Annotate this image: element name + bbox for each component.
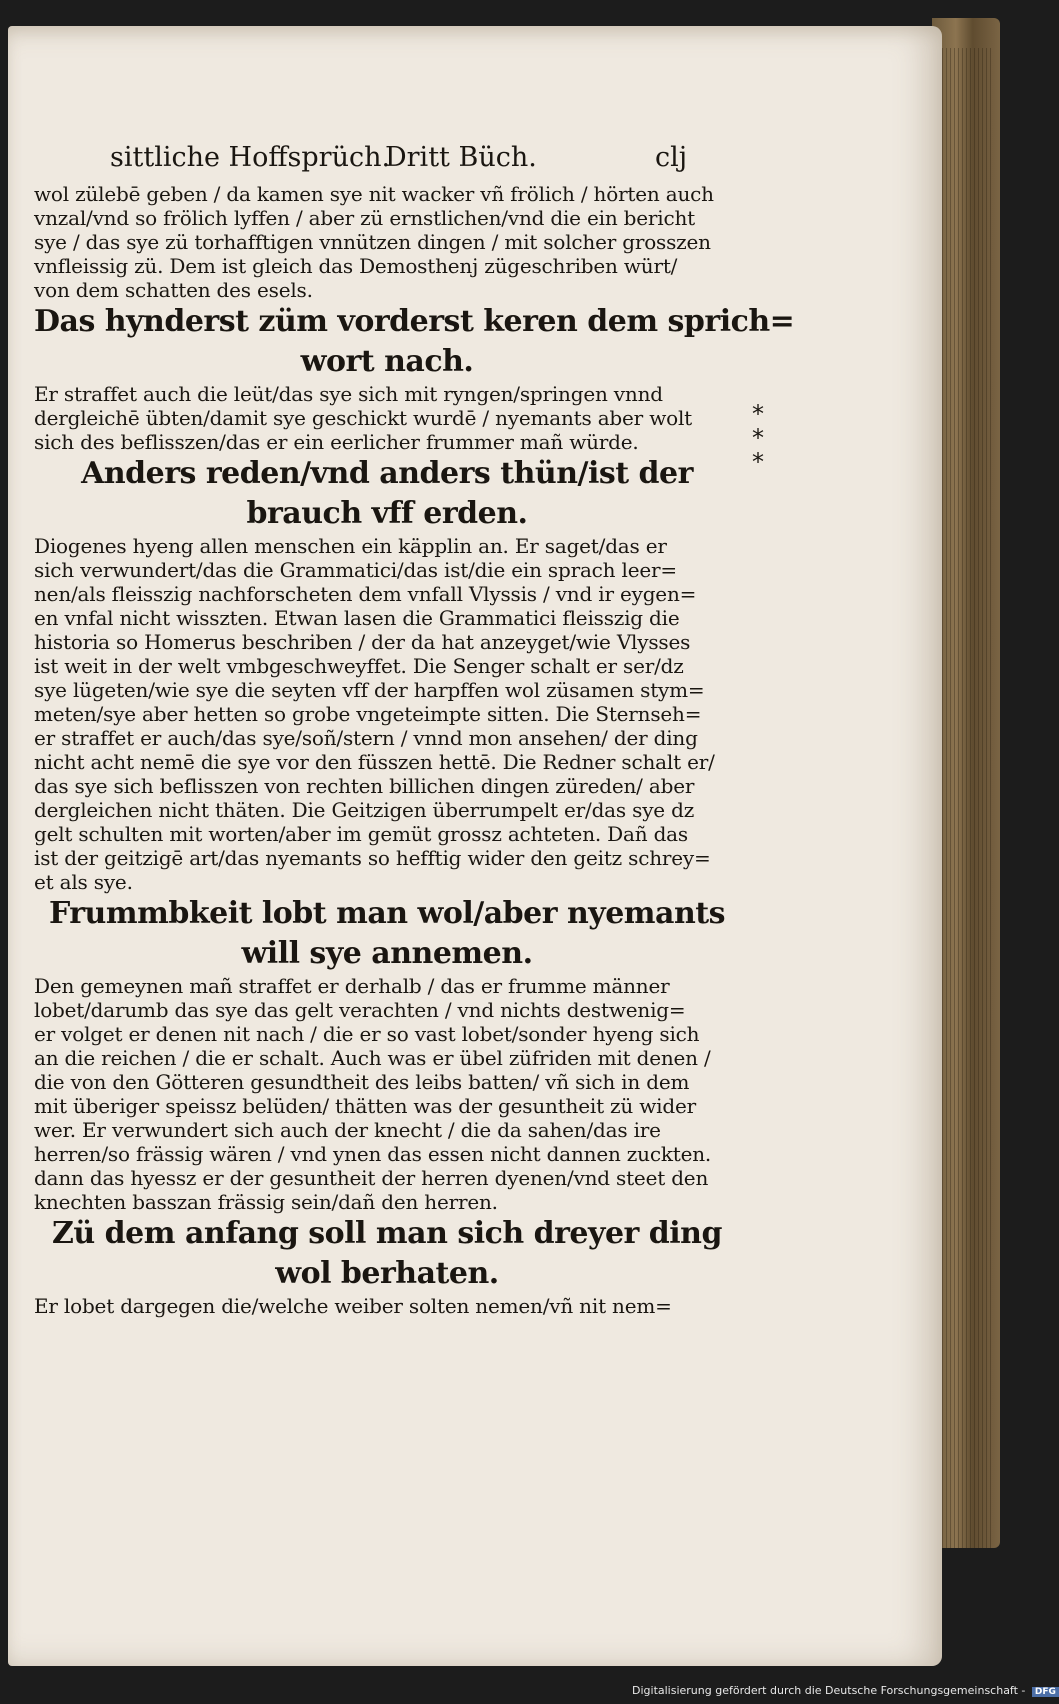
footer-text: Digitalisierung gefördert durch die Deutsche Forschungsgemeinschaft -: [632, 1684, 1026, 1697]
heading-line: wort nach.: [300, 344, 474, 379]
text-line: knechten basszan frässig sein/dañ den herren.: [34, 1190, 498, 1214]
paragraph: [34, 974, 740, 1214]
text-line: wol zülebē geben / da kamen sye nit wacker vñ frölich / hörten auch: [34, 182, 714, 206]
text-line: er volget er denen nit nach / die er so vast lobet/sonder hyeng sich: [34, 1022, 700, 1046]
paragraph: [34, 382, 740, 454]
text-line: Er straffet auch die leüt/das sye sich mit ryngen/springen vnnd: [34, 382, 663, 406]
book-page-edge: [932, 18, 1000, 1548]
text-line: en vnfal nicht wisszten. Etwan lasen die Grammatici fleisszig die: [34, 606, 680, 630]
paragraph: [34, 534, 740, 894]
text-line: dergleichen nicht thäten. Die Geitzigen überrumpelt er/das sye dz: [34, 798, 695, 822]
section-heading: [34, 454, 740, 534]
text-line: vnzal/vnd so frölich lyffen / aber zü ernstlichen/vnd die ein bericht: [34, 206, 695, 230]
header-center: Dritt Büch.: [385, 142, 537, 173]
paragraph: [34, 182, 740, 302]
heading-line: Zü dem anfang soll man sich dreyer ding: [52, 1216, 722, 1251]
text-line: lobet/darumb das sye das gelt verachten / vnd nichts destwenig=: [34, 998, 686, 1022]
text-line: historia so Homerus beschriben / der da hat anzeyget/wie Vlysses: [34, 630, 691, 654]
text-line: von dem schatten des esels.: [34, 278, 313, 302]
text-line: dann das hyessz er der gesuntheit der herren dyenen/vnd steet den: [34, 1166, 709, 1190]
text-line: nen/als fleisszig nachforscheten dem vnfall Vlyssis / vnd ir eygen=: [34, 582, 697, 606]
text-line: ist der geitzigē art/das nyemants so hefftig wider den geitz schrey=: [34, 846, 711, 870]
text-line: herren/so frässig wären / vnd ynen das essen nicht dannen zuckten.: [34, 1142, 712, 1166]
text-line: sye / das sye zü torhafftigen vnnützen dingen / mit solcher grosszen: [34, 230, 711, 254]
text-line: sich verwundert/das die Grammatici/das ist/die ein sprach leer=: [34, 558, 677, 582]
heading-line: Frummbkeit lobt man wol/aber nyemants: [48, 896, 726, 931]
heading-line: wol berhaten.: [275, 1256, 499, 1291]
text-line: wer. Er verwundert sich auch der knecht / die da sahen/das ire: [34, 1118, 661, 1142]
section-heading: [34, 302, 795, 382]
text-line: er straffet er auch/das sye/soñ/stern / vnnd mon ansehen/ der ding: [34, 726, 698, 750]
text-line: et als sye.: [34, 870, 133, 894]
text-line: meten/sye aber hetten so grobe vngeteimpte sitten. Die Sternseh=: [34, 702, 702, 726]
text-line: Diogenes hyeng allen menschen ein käpplin an. Er saget/das er: [34, 534, 667, 558]
margin-asterisks: [752, 402, 772, 474]
dfg-logo: DFG: [1032, 1687, 1059, 1697]
heading-line: brauch vff erden.: [246, 496, 528, 531]
header-left: sittliche Hoffsprüch.: [110, 142, 391, 173]
asterisk-mark: *: [752, 400, 764, 428]
heading-line: Das hynderst züm vorderst keren dem sprich=: [34, 304, 795, 339]
folio-number: clj: [655, 142, 688, 173]
text-line: Er lobet dargegen die/welche weiber solten nemen/vñ nit nem=: [34, 1294, 672, 1318]
text-line: nicht acht nemē die sye vor den füsszen hettē. Die Redner schalt er/: [34, 750, 715, 774]
body-text: [34, 182, 795, 1318]
text-line: Den gemeynen mañ straffet er derhalb / das er frumme männer: [34, 974, 670, 998]
text-line: mit überiger speissz belüden/ thätten was der gesuntheit zü wider: [34, 1094, 696, 1118]
text-line: gelt schulten mit worten/aber im gemüt grossz achteten. Dañ das: [34, 822, 688, 846]
paragraph: [34, 1294, 740, 1318]
section-heading: [34, 1214, 740, 1294]
asterisk-mark: *: [752, 448, 764, 476]
digitization-footer: [632, 1684, 1059, 1700]
heading-line: will sye annemen.: [241, 936, 533, 971]
text-line: das sye sich beflisszen von rechten billichen dingen züreden/ aber: [34, 774, 695, 798]
page-edge-lines: [942, 48, 994, 1548]
running-header: [110, 142, 710, 182]
asterisk-mark: *: [752, 424, 764, 452]
text-line: dergleichē übten/damit sye geschickt wurdē / nyemants aber wolt: [34, 406, 692, 430]
text-line: ist weit in der welt vmbgeschweyffet. Die Senger schalt er ser/dz: [34, 654, 684, 678]
text-line: sich des beflisszen/das er ein eerlicher frummer mañ würde.: [34, 430, 639, 454]
heading-line: Anders reden/vnd anders thün/ist der: [81, 456, 693, 491]
text-line: an die reichen / die er schalt. Auch was er übel züfriden mit denen /: [34, 1046, 711, 1070]
text-line: vnfleissig zü. Dem ist gleich das Demosthenj zügeschriben würt/: [34, 254, 678, 278]
section-heading: [34, 894, 740, 974]
text-line: sye lügeten/wie sye die seyten vff der harpffen wol züsamen stym=: [34, 678, 705, 702]
text-line: die von den Götteren gesundtheit des leibs batten/ vñ sich in dem: [34, 1070, 690, 1094]
